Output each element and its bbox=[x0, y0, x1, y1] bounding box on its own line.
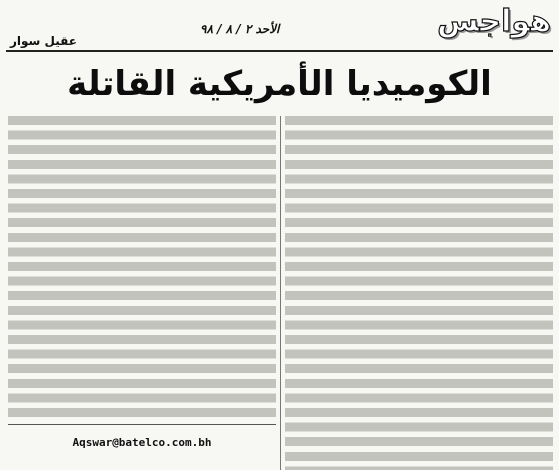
article-body-left-column bbox=[8, 116, 276, 422]
header-rule bbox=[6, 50, 553, 52]
column-name: هواجس bbox=[437, 4, 551, 39]
column-header bbox=[0, 0, 559, 52]
column-divider bbox=[280, 116, 281, 470]
footer-rule bbox=[8, 424, 276, 425]
dateline: الأحد ٢ / ٨ / ٩٨ bbox=[200, 22, 280, 36]
author-email: Aqswar@batelco.com.bh bbox=[72, 436, 212, 449]
article-body-right-column bbox=[285, 116, 553, 470]
author-name: عقيل سوار bbox=[10, 34, 77, 48]
article-headline: الكوميديا الأمريكية القاتلة bbox=[67, 64, 492, 104]
